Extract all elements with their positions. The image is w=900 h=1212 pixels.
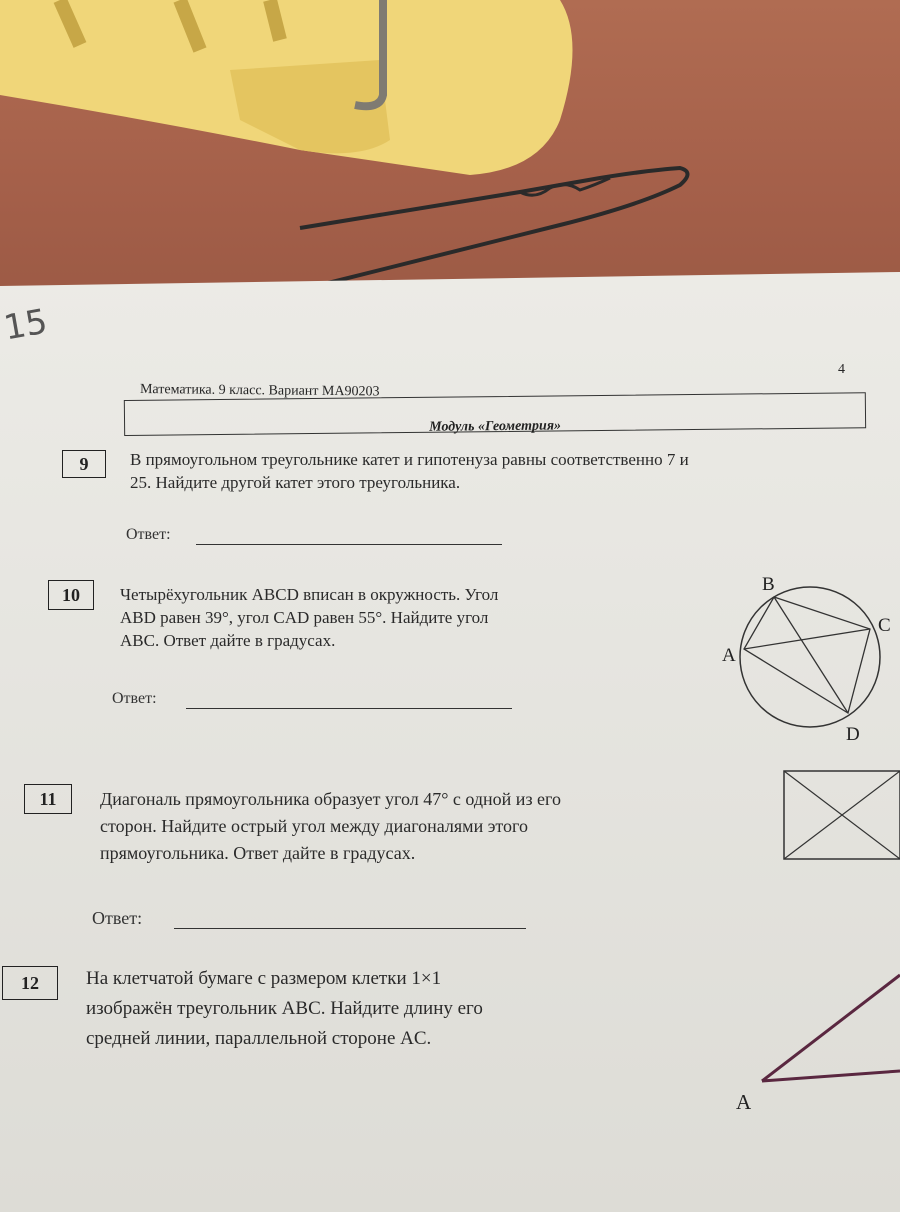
vertex-label-c: C <box>878 615 891 636</box>
answer-label-10: Ответ: <box>112 690 157 707</box>
vertex-label-a: A <box>722 645 736 666</box>
question-10-line-2: ABD равен 39°, угол CAD равен 55°. Найдите угол <box>120 608 489 627</box>
vertex-label-b: B <box>762 574 775 595</box>
question-9-line-2: 25. Найдите другой катет этого треугольника. <box>130 473 461 492</box>
circle-quadrilateral-figure <box>730 585 900 735</box>
answer-field-9[interactable] <box>196 528 502 545</box>
answer-label-11: Ответ: <box>92 908 143 928</box>
question-12-line-2: изображён треугольник ABC. Найдите длину его <box>86 998 483 1019</box>
answer-field-10[interactable] <box>186 692 512 709</box>
question-9-text <box>130 448 870 494</box>
question-10-text <box>120 583 700 652</box>
subject-line: Математика. 9 класс. Вариант МА90203 <box>139 382 380 400</box>
module-title: Модуль «Геометрия» <box>429 418 562 435</box>
question-11-line-1: Диагональ прямоугольника образует угол 47° с одной из его <box>100 789 561 809</box>
question-number-9: 9 <box>62 450 106 478</box>
question-11-line-3: прямоугольника. Ответ дайте в градусах. <box>100 843 416 863</box>
answer-field-11[interactable] <box>174 910 526 929</box>
question-12-line-1: На клетчатой бумаге с размером клетки 1×1 <box>86 968 442 989</box>
handwritten-mark: 15 <box>0 301 51 349</box>
question-9-line-1: В прямоугольном треугольнике катет и гипотенуза равны соответственно 7 и <box>130 450 689 469</box>
page-number: 4 <box>838 362 845 377</box>
question-number-12: 12 <box>2 966 58 1000</box>
rectangle-diagonals-figure <box>780 765 900 865</box>
question-12-text <box>86 964 706 1054</box>
question-10-line-1: Четырёхугольник ABCD вписан в окружность. Угол <box>120 585 499 604</box>
vertex-label-a-12: A <box>736 1090 752 1114</box>
yellow-holder-object <box>0 0 900 300</box>
question-number-11: 11 <box>24 784 72 814</box>
grid-triangle-figure <box>740 975 900 1090</box>
vertex-label-d: D <box>846 724 860 745</box>
question-11-line-2: сторон. Найдите острый угол между диагоналями этого <box>100 816 528 836</box>
question-12-line-3: средней линии, параллельной стороне AC. <box>86 1028 432 1049</box>
module-box <box>124 392 866 436</box>
answer-label-9: Ответ: <box>126 526 171 543</box>
desk-background <box>0 0 900 300</box>
question-11-text <box>100 786 780 867</box>
question-10-line-3: ABC. Ответ дайте в градусах. <box>120 631 336 650</box>
question-number-10: 10 <box>48 580 94 610</box>
